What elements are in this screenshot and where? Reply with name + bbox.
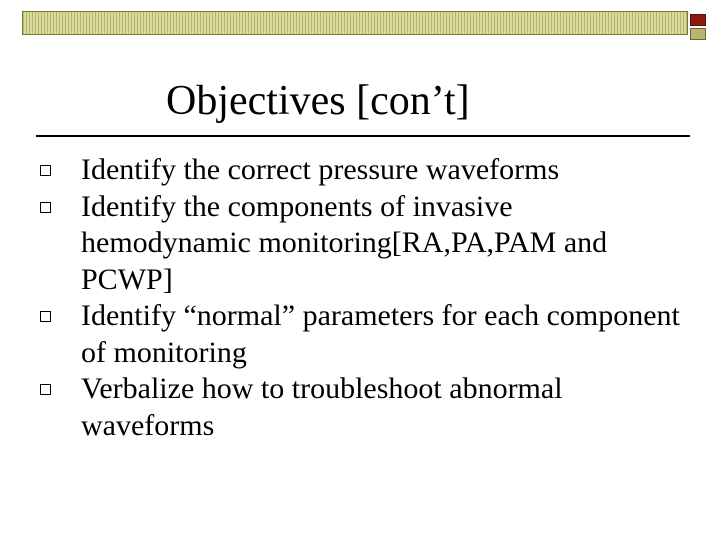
list-item-text: Identify “normal” parameters for each component of monitoring — [81, 299, 680, 369]
list-item — [40, 298, 680, 371]
decorative-red-square — [690, 14, 706, 26]
list-item — [40, 371, 680, 444]
slide-title: Objectives [con’t] — [166, 78, 470, 124]
title-divider — [36, 135, 690, 137]
hollow-square-bullet-icon — [40, 202, 51, 213]
list-item-text: Identify the correct pressure waveforms — [81, 153, 560, 186]
list-item — [40, 152, 680, 189]
decorative-top-bar — [22, 11, 688, 35]
list-item — [40, 189, 680, 299]
list-item-text: Identify the components of invasive hemodynamic monitoring[RA,PA,PAM and PCWP] — [81, 189, 608, 296]
list-item-text: Verbalize how to troubleshoot abnormal waveforms — [81, 372, 563, 442]
hollow-square-bullet-icon — [40, 384, 51, 395]
decorative-olive-square — [690, 28, 706, 40]
objectives-list — [40, 152, 680, 444]
hollow-square-bullet-icon — [40, 311, 51, 322]
hollow-square-bullet-icon — [40, 165, 51, 176]
